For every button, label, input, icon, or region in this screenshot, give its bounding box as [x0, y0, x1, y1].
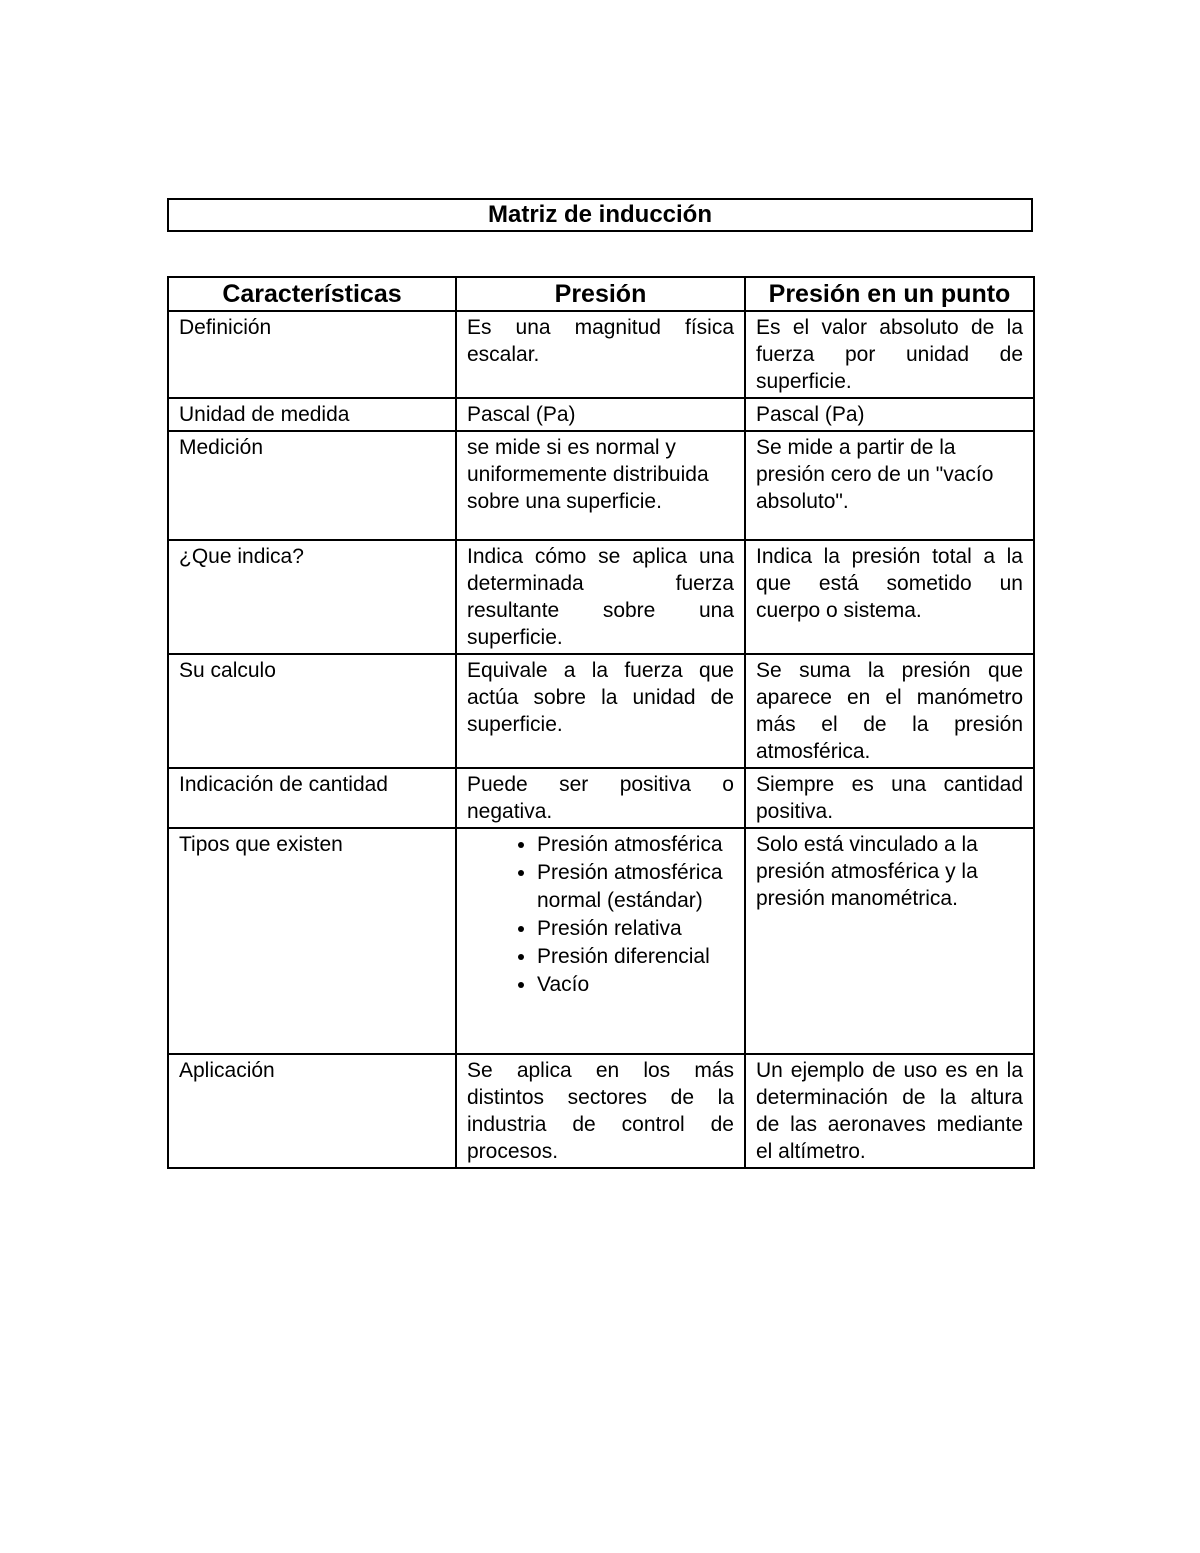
table-row [168, 768, 1034, 828]
table-row [168, 828, 1034, 1054]
punto-cell: Se suma la presión que aparece en el manómetro más el de la presión atmosférica. [745, 654, 1034, 768]
feature-cell: Tipos que existen [168, 828, 456, 1054]
feature-cell: Definición [168, 311, 456, 398]
feature-cell: Medición [168, 431, 456, 540]
presion-cell: Equivale a la fuerza que actúa sobre la unidad de superficie. [456, 654, 745, 768]
table-row [168, 431, 1034, 540]
induction-matrix-table [167, 276, 1035, 1169]
punto-cell: Un ejemplo de uso es en la determinación de la altura de las aeronaves mediante el altímetro. [745, 1054, 1034, 1168]
punto-cell: Siempre es una cantidad positiva. [745, 768, 1034, 828]
punto-cell: Solo está vinculado a la presión atmosférica y la presión manométrica. [745, 828, 1034, 1054]
presion-cell: Puede ser positiva o negativa. [456, 768, 745, 828]
table-row [168, 654, 1034, 768]
feature-cell: Aplicación [168, 1054, 456, 1168]
punto-cell: Se mide a partir de la presión cero de un "vacío absoluto". [745, 431, 1034, 540]
presion-cell: se mide si es normal y uniformemente distribuida sobre una superficie. [456, 431, 745, 540]
presion-list-cell [456, 828, 745, 1054]
feature-cell: Indicación de cantidad [168, 768, 456, 828]
punto-cell: Es el valor absoluto de la fuerza por unidad de superficie. [745, 311, 1034, 398]
table-row [168, 311, 1034, 398]
feature-cell: ¿Que indica? [168, 540, 456, 654]
punto-cell: Pascal (Pa) [745, 398, 1034, 431]
presion-cell: Pascal (Pa) [456, 398, 745, 431]
list-item: • Presión relativa [537, 915, 734, 943]
table-row [168, 398, 1034, 431]
table-row [168, 1054, 1034, 1168]
presion-cell: Indica cómo se aplica una determinada fuerza resultante sobre una superficie. [456, 540, 745, 654]
list-item: • Presión atmosférica [537, 831, 734, 859]
feature-cell: Su calculo [168, 654, 456, 768]
presion-cell: Se aplica en los más distintos sectores de la industria de control de procesos. [456, 1054, 745, 1168]
feature-cell: Unidad de medida [168, 398, 456, 431]
header-presion: Presión [456, 277, 745, 311]
punto-cell: Indica la presión total a la que está sometido un cuerpo o sistema. [745, 540, 1034, 654]
table-header-row [168, 277, 1034, 311]
document-title: Matriz de inducción [167, 198, 1033, 232]
list-item: • Vacío [537, 971, 734, 999]
header-presion-punto: Presión en un punto [745, 277, 1034, 311]
header-caracteristicas: Características [168, 277, 456, 311]
presion-cell: Es una magnitud física escalar. [456, 311, 745, 398]
list-item: • Presión atmosférica normal (estándar) [537, 859, 734, 915]
list-item: • Presión diferencial [537, 943, 734, 971]
table-row [168, 540, 1034, 654]
pressure-types-list [467, 831, 734, 999]
